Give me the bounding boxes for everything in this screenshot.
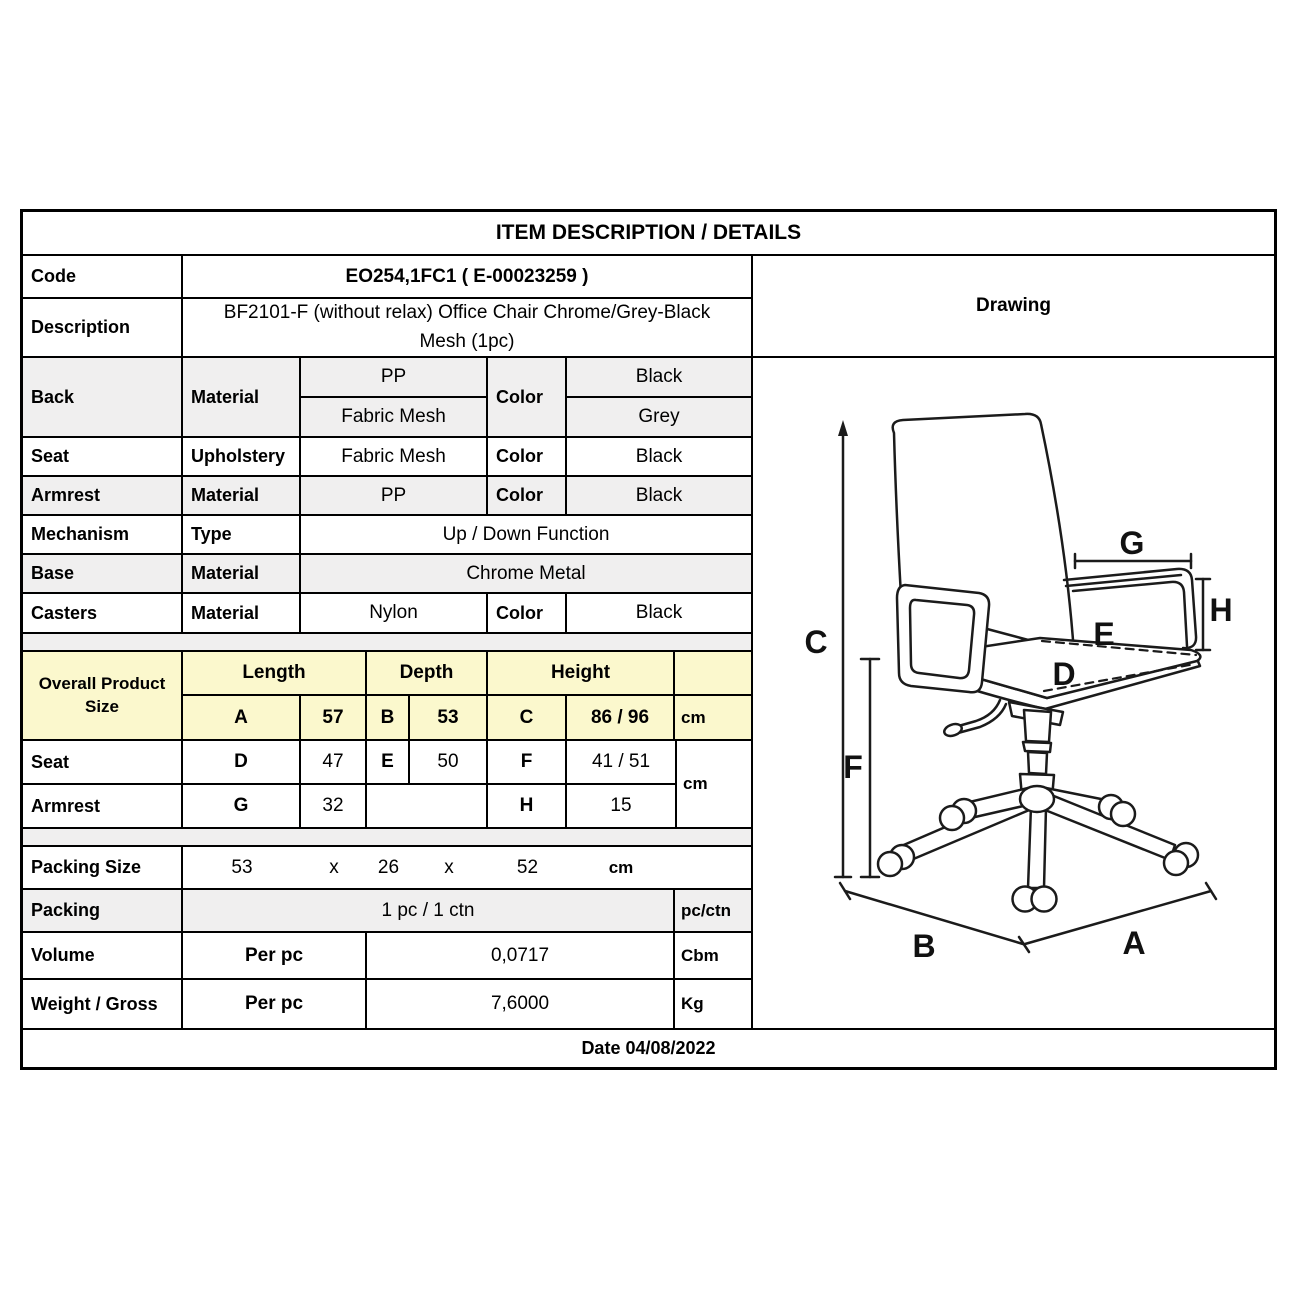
packing-value: 1 pc / 1 ctn bbox=[183, 890, 675, 931]
code-label: Code bbox=[23, 256, 183, 297]
armrest-material: PP bbox=[301, 477, 488, 514]
weight-unit: Kg bbox=[681, 994, 704, 1014]
row-base bbox=[23, 555, 751, 594]
volume-label: Volume bbox=[23, 933, 183, 978]
caster-wheel bbox=[940, 806, 964, 830]
volume-unit: Cbm bbox=[681, 945, 719, 965]
packing-size-v2: 26 bbox=[377, 856, 400, 878]
size-header-values bbox=[183, 696, 751, 739]
row-seat-dims bbox=[23, 741, 675, 785]
size-body bbox=[23, 741, 751, 829]
weight-label: Weight / Gross bbox=[23, 980, 183, 1028]
col-length: Length bbox=[183, 652, 367, 694]
packing-size-x1: x bbox=[329, 856, 339, 878]
armrest-dims-label: Armrest bbox=[23, 785, 183, 827]
dim-label-d: D bbox=[1052, 656, 1076, 693]
weight-value: 7,6000 bbox=[367, 980, 675, 1028]
drawing-column bbox=[751, 256, 1274, 1028]
right-armrest-inner bbox=[1073, 582, 1187, 646]
mechanism-value: Up / Down Function bbox=[442, 523, 610, 545]
dim-e-key: E bbox=[367, 741, 410, 783]
description-value: BF2101-F (without relax) Office Chair Chrome/Grey-Black Mesh (1pc) bbox=[223, 302, 711, 352]
seat-color: Black bbox=[635, 445, 683, 467]
gas-lift-rod bbox=[1028, 752, 1047, 774]
packing-label: Packing bbox=[23, 890, 183, 931]
caster-wheel bbox=[1032, 887, 1057, 912]
back-label: Back bbox=[23, 358, 183, 436]
casters-attr: Material bbox=[183, 594, 301, 632]
seat-dims-label: Seat bbox=[23, 741, 183, 783]
col-height: Height bbox=[488, 652, 675, 694]
caster-wheel bbox=[1111, 802, 1135, 826]
lever-knob bbox=[943, 722, 964, 738]
back-color-top: Black bbox=[567, 358, 751, 398]
back-material-top: PP bbox=[301, 358, 486, 398]
sheet-title: ITEM DESCRIPTION / DETAILS bbox=[23, 212, 1274, 256]
dim-c-value: 86 / 96 bbox=[567, 696, 675, 739]
row-description bbox=[23, 299, 751, 358]
packing-size-v1: 53 bbox=[231, 856, 253, 878]
drawing-title: Drawing bbox=[753, 256, 1274, 358]
drawing-area bbox=[753, 358, 1274, 1028]
dim-a-key: A bbox=[183, 696, 301, 739]
col-unit-empty bbox=[675, 652, 751, 694]
packing-size-label: Packing Size bbox=[23, 847, 183, 888]
casters-label: Casters bbox=[23, 594, 183, 632]
size-body-unit: cm bbox=[675, 741, 751, 827]
base-label: Base bbox=[23, 555, 183, 592]
dim-h-value: 15 bbox=[610, 795, 632, 817]
packing-size-unit: cm bbox=[608, 857, 634, 877]
dim-c-key: C bbox=[488, 696, 567, 739]
spec-sheet bbox=[20, 209, 1277, 1070]
casters-color-label: Color bbox=[488, 594, 567, 632]
dim-label-e: E bbox=[1093, 616, 1115, 653]
gas-lift-ring bbox=[1023, 742, 1051, 752]
dim-a-value: 57 bbox=[301, 696, 367, 739]
size-header-grid bbox=[183, 652, 751, 739]
date-text: Date 04/08/2022 bbox=[581, 1038, 716, 1059]
caster-wheel bbox=[878, 852, 902, 876]
volume-per: Per pc bbox=[183, 933, 367, 978]
date-row bbox=[23, 1028, 1274, 1067]
size-table-label: Overall Product Size bbox=[23, 652, 183, 739]
dim-arrow-c-top bbox=[838, 420, 848, 436]
dim-e-value: 50 bbox=[410, 741, 488, 783]
packing-unit: pc/ctn bbox=[681, 900, 732, 920]
row-armrest-dims bbox=[23, 785, 675, 827]
dim-label-a: A bbox=[1122, 925, 1146, 962]
base-value: Chrome Metal bbox=[466, 562, 586, 584]
row-packing bbox=[23, 890, 751, 933]
description-label: Description bbox=[23, 299, 183, 356]
back-color-stack bbox=[567, 358, 751, 436]
armrest-dims-empty bbox=[367, 785, 488, 827]
size-body-rows bbox=[23, 741, 675, 827]
mechanism-attr: Type bbox=[183, 516, 301, 553]
row-armrest bbox=[23, 477, 751, 516]
back-material-bottom: Fabric Mesh bbox=[341, 406, 446, 428]
dim-h-key: H bbox=[488, 785, 567, 827]
spec-table bbox=[23, 256, 751, 1028]
row-back bbox=[23, 358, 751, 438]
casters-material: Nylon bbox=[301, 594, 488, 632]
caster-wheel bbox=[1164, 851, 1188, 875]
tilt-lever bbox=[955, 700, 1000, 727]
casters-color: Black bbox=[635, 602, 683, 624]
dim-label-g: G bbox=[1119, 525, 1145, 562]
dim-d-key: D bbox=[183, 741, 301, 783]
seat-color-label: Color bbox=[488, 438, 567, 475]
base-hub bbox=[1020, 786, 1054, 812]
base-leg-front bbox=[1028, 806, 1046, 888]
mechanism-label: Mechanism bbox=[23, 516, 183, 553]
row-code bbox=[23, 256, 751, 299]
spacer-row-2 bbox=[23, 829, 751, 847]
dim-f-value: 41 / 51 bbox=[591, 751, 651, 773]
row-weight bbox=[23, 980, 751, 1028]
dim-label-h: H bbox=[1209, 592, 1233, 629]
dim-f-key: F bbox=[488, 741, 567, 783]
armrest-attr: Material bbox=[183, 477, 301, 514]
armrest-color-label: Color bbox=[488, 477, 567, 514]
back-attr: Material bbox=[183, 358, 301, 436]
dim-b-key: B bbox=[367, 696, 410, 739]
dim-label-f: F bbox=[843, 749, 863, 786]
row-mechanism bbox=[23, 516, 751, 555]
packing-size-v3: 52 bbox=[516, 856, 539, 878]
right-armrest-mid bbox=[1066, 575, 1181, 586]
seat-attr: Upholstery bbox=[183, 438, 301, 475]
base-attr: Material bbox=[183, 555, 301, 592]
row-packing-size bbox=[23, 847, 751, 890]
back-color-label: Color bbox=[488, 358, 567, 436]
seat-label: Seat bbox=[23, 438, 183, 475]
dim-b-value: 53 bbox=[410, 696, 488, 739]
weight-per: Per pc bbox=[183, 980, 367, 1028]
row-casters bbox=[23, 594, 751, 634]
size-header bbox=[23, 652, 751, 741]
dim-g-value: 32 bbox=[301, 785, 367, 827]
dim-g-key: G bbox=[183, 785, 301, 827]
size-header-groups bbox=[183, 652, 751, 696]
packing-size-x2: x bbox=[444, 856, 454, 878]
row-volume bbox=[23, 933, 751, 980]
chair-drawing bbox=[753, 358, 1274, 1023]
sheet-body bbox=[23, 256, 1274, 1028]
armrest-color: Black bbox=[635, 484, 683, 506]
row-seat bbox=[23, 438, 751, 477]
dim-label-b: B bbox=[912, 928, 936, 965]
gas-lift-top bbox=[1024, 710, 1051, 742]
back-material-stack bbox=[301, 358, 488, 436]
code-value: EO254,1FC1 ( E-00023259 ) bbox=[345, 265, 589, 287]
dim-d-value: 47 bbox=[301, 741, 367, 783]
dim-label-c: C bbox=[804, 624, 828, 661]
volume-value: 0,0717 bbox=[367, 933, 675, 978]
packing-size-values bbox=[183, 847, 751, 888]
col-depth: Depth bbox=[367, 652, 488, 694]
size-header-unit: cm bbox=[681, 707, 706, 727]
back-color-bottom: Grey bbox=[638, 406, 680, 428]
armrest-label: Armrest bbox=[23, 477, 183, 514]
spacer-row-1 bbox=[23, 634, 751, 652]
seat-material: Fabric Mesh bbox=[301, 438, 488, 475]
